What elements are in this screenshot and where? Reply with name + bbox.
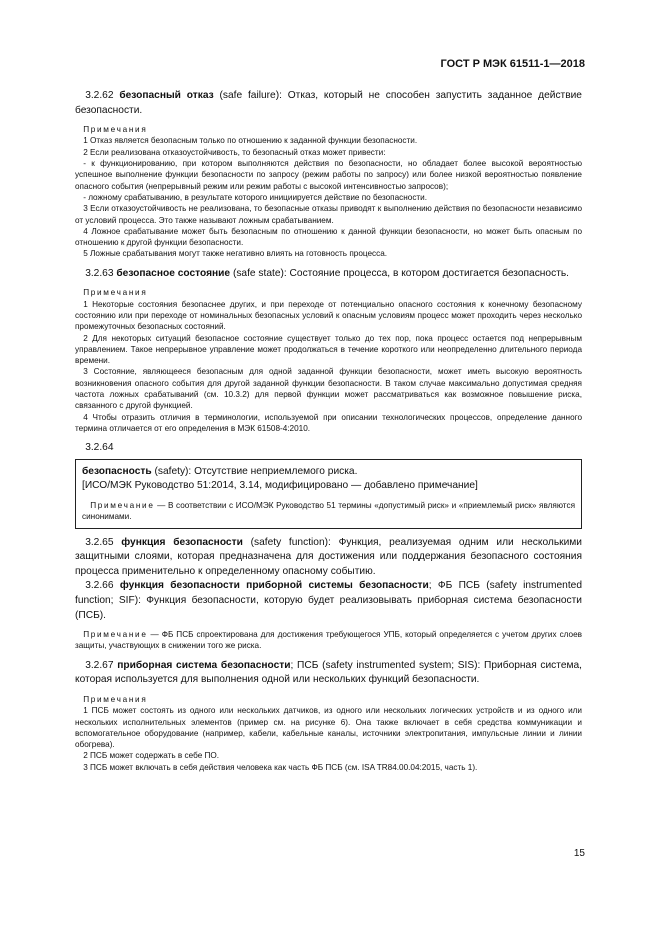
standard-header: ГОСТ Р МЭК 61511-1—2018 bbox=[440, 58, 585, 70]
note-item: 3 ПСБ может включать в себя действия человека как часть ФБ ПСБ (см. ISA TR84.00.04:2015, часть 1). bbox=[83, 762, 478, 772]
note-item: 1 Некоторые состояния безопаснее других, и при переходе от потенциально опасного состояния к конечному безопасному состоянию или при переходе от номинальных безопасных условий к опасным условиям процесс может проходить через несколько промежуточных безопасных состояний. bbox=[75, 299, 582, 332]
clause-3-2-67: 3.2.67 приборная система безопасности; ПСБ (safety instrumented system; SIS): Приборная система, которая используется для выполнения одной или нескольких функций безопасности. bbox=[75, 659, 582, 686]
page-number: 15 bbox=[573, 848, 585, 859]
note-item: 2 ПСБ может содержать в себе ПО. bbox=[83, 751, 220, 761]
clause-3-2-62: 3.2.62 безопасный отказ (safe failure): Отказ, который не способен запустить заданное действие безопасности. bbox=[75, 90, 582, 116]
definition-box bbox=[75, 459, 582, 529]
note-item: - к функционированию, при котором выполняются действия по безопасности, но обладает более высокой вероятностью успешное выполнение функции безопасности по запросу (режим работы по запросу) или более низкой вероятностью появление опасного события (непрерывный режим или режим работы с высокой интенсивностью запросов); bbox=[75, 159, 582, 191]
note-item: - ложному срабатыванию, в результате которого инициируется действие по безопасности. bbox=[83, 192, 428, 202]
notes-heading: Примечания bbox=[83, 694, 148, 704]
note-item: 5 Ложные срабатывания могут также негативно влиять на готовность процесса. bbox=[83, 249, 388, 259]
note-item: 2 Для некоторых ситуаций безопасное состояние существует только до тех пор, пока процесс остается под непрерывным управлением. Такое непрерывное управление может продолжаться в течение короткого или неопределенно длительного периода времени. bbox=[75, 333, 582, 366]
note-item: 1 ПСБ может состоять из одного или нескольких датчиков, из одного или нескольких логических устройств и из одного или нескольких исполнительных элементов (пример см. на рисунке 6). Она также включает в себя средства коммуникации и вспомогательное оборудование (например, кабели, кабельные каналы, источники электропитания, импульсные линии и линии обогрева). bbox=[75, 706, 582, 750]
document-body bbox=[75, 89, 582, 773]
clause-3-2-66: 3.2.66 функция безопасности приборной системы безопасности; ФБ ПСБ (safety instrumented function; SIF): Функция безопасности, которую будет реализовывать приборная система безопасности (ПСБ). bbox=[75, 580, 582, 621]
note-item: 1 Отказ является безопасным только по отношению к заданной функции безопасности. bbox=[83, 136, 418, 146]
clause-3-2-64-reference: [ИСО/МЭК Руководство 51:2014, 3.14, модифицировано — добавлено примечание] bbox=[82, 480, 478, 492]
clause-3-2-63: 3.2.63 безопасное состояние (safe state): Состояние процесса, в котором достигается безопасность. bbox=[85, 267, 569, 279]
clause-3-2-64-definition: безопасность (safety): Отсутствие неприемлемого риска. bbox=[82, 465, 358, 477]
note-item: 2 Если реализована отказоустойчивость, то безопасный отказ может привести: bbox=[83, 147, 386, 157]
clause-3-2-66-note: Примечание — ФБ ПСБ спроектирована для достижения требующегося УПБ, который определяется с учетом других слоев защиты, участвующих в снижении того же риска. bbox=[75, 630, 582, 651]
notes-heading: Примечания bbox=[83, 288, 148, 298]
note-item: 4 Чтобы отразить отличия в терминологии, используемой при описании технологических процессов, определение данного термина отличается от его определения в МЭК 61508-4:2010. bbox=[75, 412, 582, 433]
notes-heading: Примечания bbox=[83, 125, 148, 135]
clause-3-2-64-number: 3.2.64 bbox=[85, 442, 114, 454]
clause-3-2-64-note: Примечание — В соответствии с ИСО/МЭК Руководство 51 термины «допустимый риск» и «приемлемый риск» являются синонимами. bbox=[82, 500, 575, 522]
clause-3-2-65: 3.2.65 функция безопасности (safety function): Функция, реализуемая одним или несколькими защитными слоями, которая предназначена для достижения или поддержания безопасного состояния процесса применительно к определенному опасному событию. bbox=[75, 536, 582, 577]
note-item: 3 Если отказоустойчивость не реализована, то безопасные отказы приводят к выполнению действия по безопасности независимо от условий процесса. Это также называют ложным срабатыванием. bbox=[75, 204, 582, 225]
note-item: 3 Состояние, являющееся безопасным для одной заданной функции безопасности, может иметь высокую вероятность возникновения опасного события для другой заданной функции безопасности. В таком случае максимально допустимая средняя частота ложных срабатываний (см. 10.3.2) для первой функции может рассматриваться как возможное повышение риска, связанного с другой функцией. bbox=[75, 367, 582, 411]
note-item: 4 Ложное срабатывание может быть безопасным по отношению к данной функции безопасности, но может быть опасным по отношению к другой функции безопасности. bbox=[75, 226, 582, 248]
